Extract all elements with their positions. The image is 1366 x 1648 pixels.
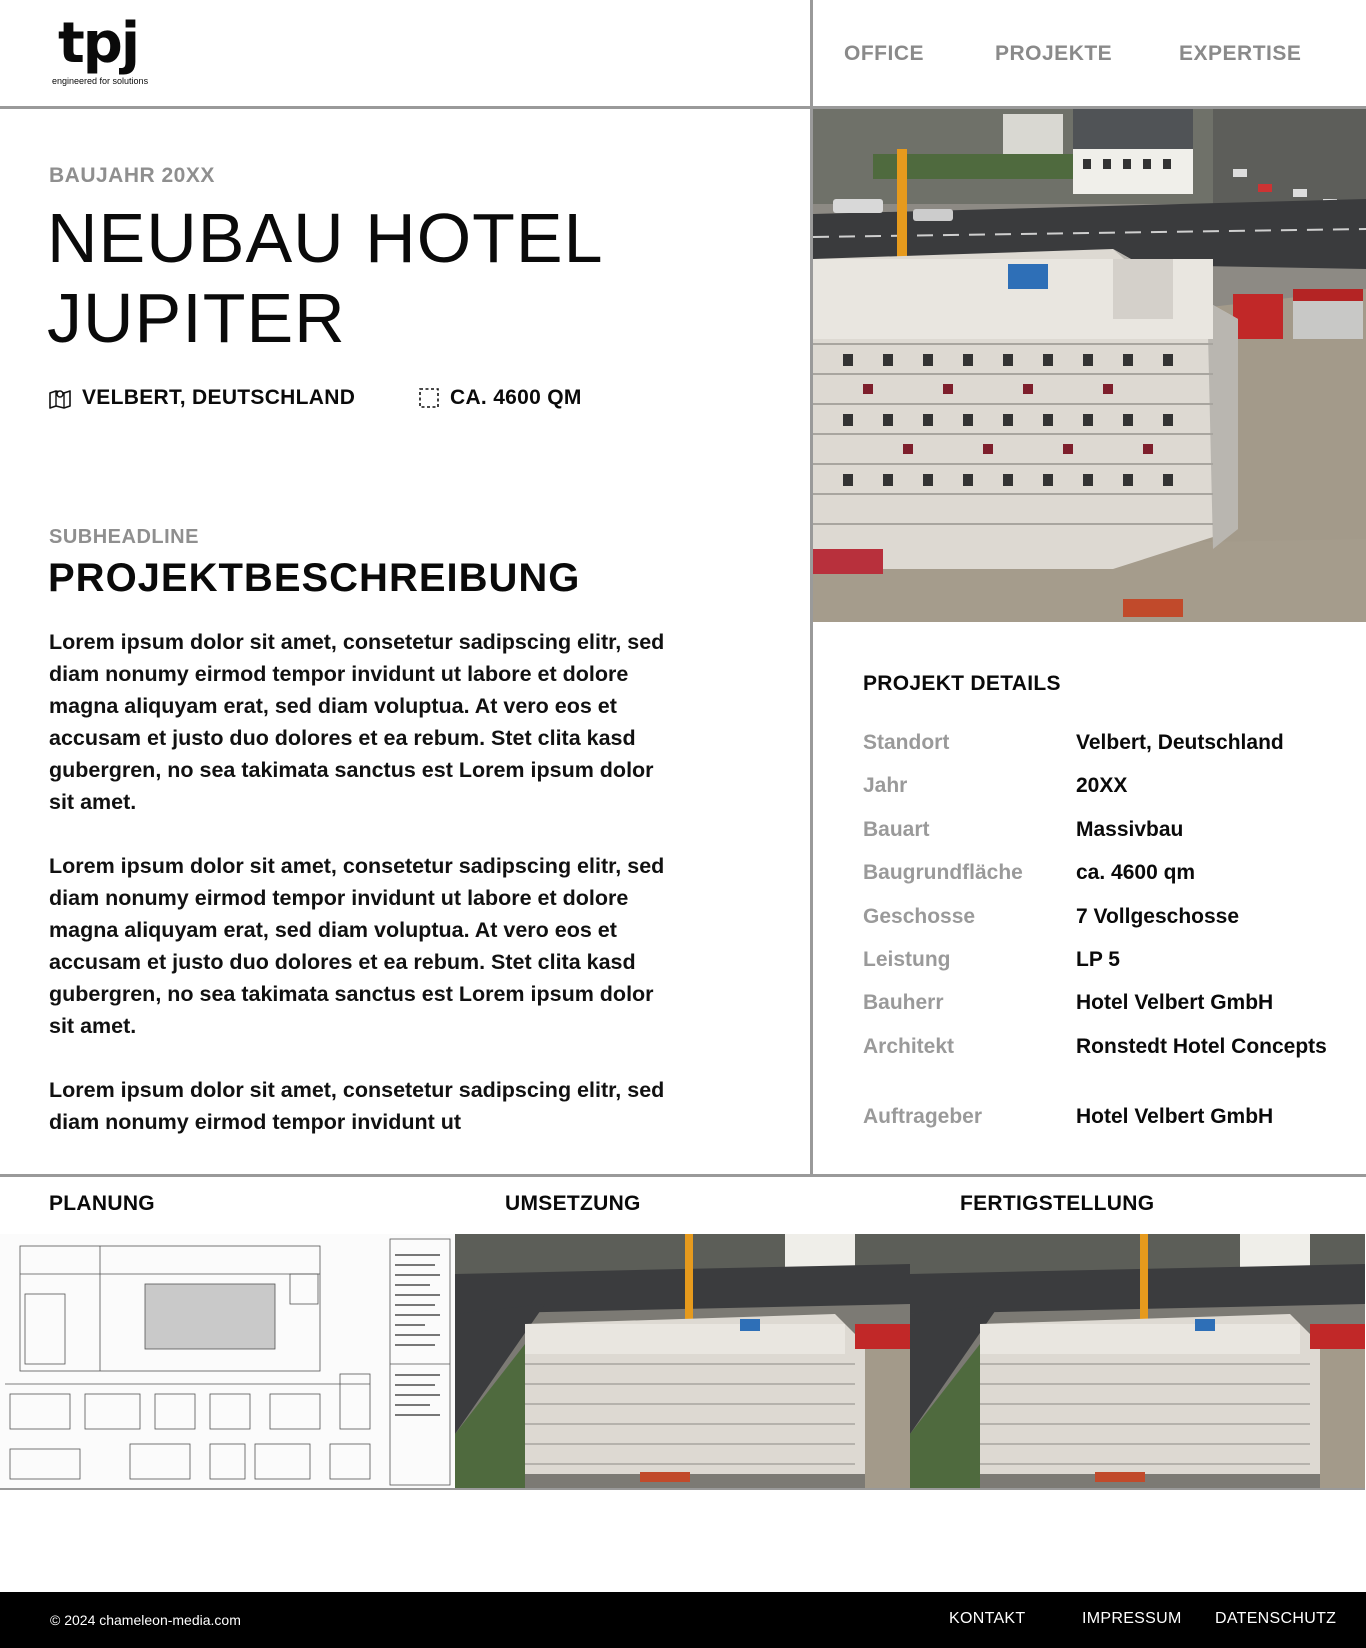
title-line-1: NEUBAU HOTEL [47, 199, 604, 277]
detail-value: LP 5 [1076, 948, 1120, 971]
footer-link-impressum[interactable]: IMPRESSUM [1082, 1610, 1182, 1627]
area-text: CA. 4600 QM [450, 386, 582, 409]
description-paragraph: Lorem ipsum dolor sit amet, consetetur sadipscing elitr, sed diam nonumy eirmod tempor invidunt ut [49, 1078, 665, 1134]
detail-row [863, 816, 1333, 844]
section-heading: PROJEKTBESCHREIBUNG [48, 556, 581, 600]
detail-row [863, 859, 1333, 887]
nav-item-office[interactable]: OFFICE [844, 42, 924, 65]
footer-link-kontakt[interactable]: KONTAKT [949, 1610, 1026, 1627]
detail-label: Baugrundfläche [863, 861, 1023, 884]
umsetzung-image[interactable] [455, 1234, 910, 1490]
project-location [48, 386, 355, 410]
project-year: BAUJAHR 20XX [49, 164, 215, 187]
logo-mark: tpj [58, 11, 139, 76]
detail-row [863, 1103, 1333, 1131]
detail-row [863, 772, 1333, 800]
detail-label: Auftrageber [863, 1105, 983, 1128]
section-divider [0, 1174, 1366, 1177]
page-title [47, 198, 747, 358]
subheadline: SUBHEADLINE [49, 526, 199, 548]
logo-tagline: engineered for solutions [52, 76, 149, 86]
detail-value: Ronstedt Hotel Concepts [1076, 1035, 1327, 1058]
detail-row [863, 989, 1333, 1017]
main-nav [813, 0, 1366, 106]
copyright: © 2024 chameleon-media.com [50, 1612, 241, 1628]
fertigstellung-image[interactable] [910, 1234, 1365, 1490]
detail-label: Bauherr [863, 991, 944, 1014]
detail-value: Hotel Velbert GmbH [1076, 991, 1274, 1014]
area-icon [418, 387, 440, 409]
phase-label-fertigstellung: FERTIGSTELLUNG [960, 1192, 1155, 1215]
detail-label: Jahr [863, 774, 908, 797]
project-description [49, 626, 679, 1136]
project-area [418, 386, 582, 410]
location-text: VELBERT, DEUTSCHLAND [82, 386, 356, 409]
title-line-2: JUPITER [47, 279, 346, 357]
detail-row [863, 729, 1333, 757]
detail-label: Standort [863, 731, 950, 754]
detail-label: Architekt [863, 1035, 955, 1058]
map-icon [48, 387, 72, 409]
detail-value: Massivbau [1076, 818, 1184, 841]
detail-row [863, 946, 1333, 974]
nav-item-expertise[interactable]: EXPERTISE [1179, 42, 1302, 65]
hero-image [813, 109, 1366, 622]
description-paragraph: Lorem ipsum dolor sit amet, consetetur sadipscing elitr, sed diam nonumy eirmod tempor invidunt ut labore et dolore magna aliquyam erat, sed diam voluptua. At vero eos et accusam et justo duo dolores et ea rebum. Stet clita kasd gubergren, no sea takimata sanctus est Lorem ipsum dolor sit amet. [49, 630, 665, 814]
site-footer [0, 1592, 1366, 1648]
description-paragraph: Lorem ipsum dolor sit amet, consetetur sadipscing elitr, sed diam nonumy eirmod tempor invidunt ut labore et dolore magna aliquyam erat, sed diam voluptua. At vero eos et accusam et justo duo dolores et ea rebum. Stet clita kasd gubergren, no sea takimata sanctus est Lorem ipsum dolor sit amet. [49, 854, 665, 1038]
detail-value: 7 Vollgeschosse [1076, 905, 1240, 928]
detail-row [863, 903, 1333, 931]
logo[interactable] [52, 11, 162, 94]
footer-link-datenschutz[interactable]: DATENSCHUTZ [1215, 1610, 1337, 1627]
phase-label-planung: PLANUNG [49, 1192, 155, 1215]
detail-row [863, 1033, 1333, 1061]
nav-item-projekte[interactable]: PROJEKTE [995, 42, 1113, 65]
detail-value: ca. 4600 qm [1076, 861, 1196, 884]
detail-label: Leistung [863, 948, 951, 971]
detail-label: Bauart [863, 818, 930, 841]
detail-value: Velbert, Deutschland [1076, 731, 1284, 754]
detail-value: 20XX [1076, 774, 1128, 797]
planung-image[interactable] [0, 1234, 455, 1490]
phase-label-umsetzung: UMSETZUNG [505, 1192, 641, 1215]
detail-label: Geschosse [863, 905, 976, 928]
detail-value: Hotel Velbert GmbH [1076, 1105, 1274, 1128]
details-title: PROJEKT DETAILS [863, 672, 1061, 695]
